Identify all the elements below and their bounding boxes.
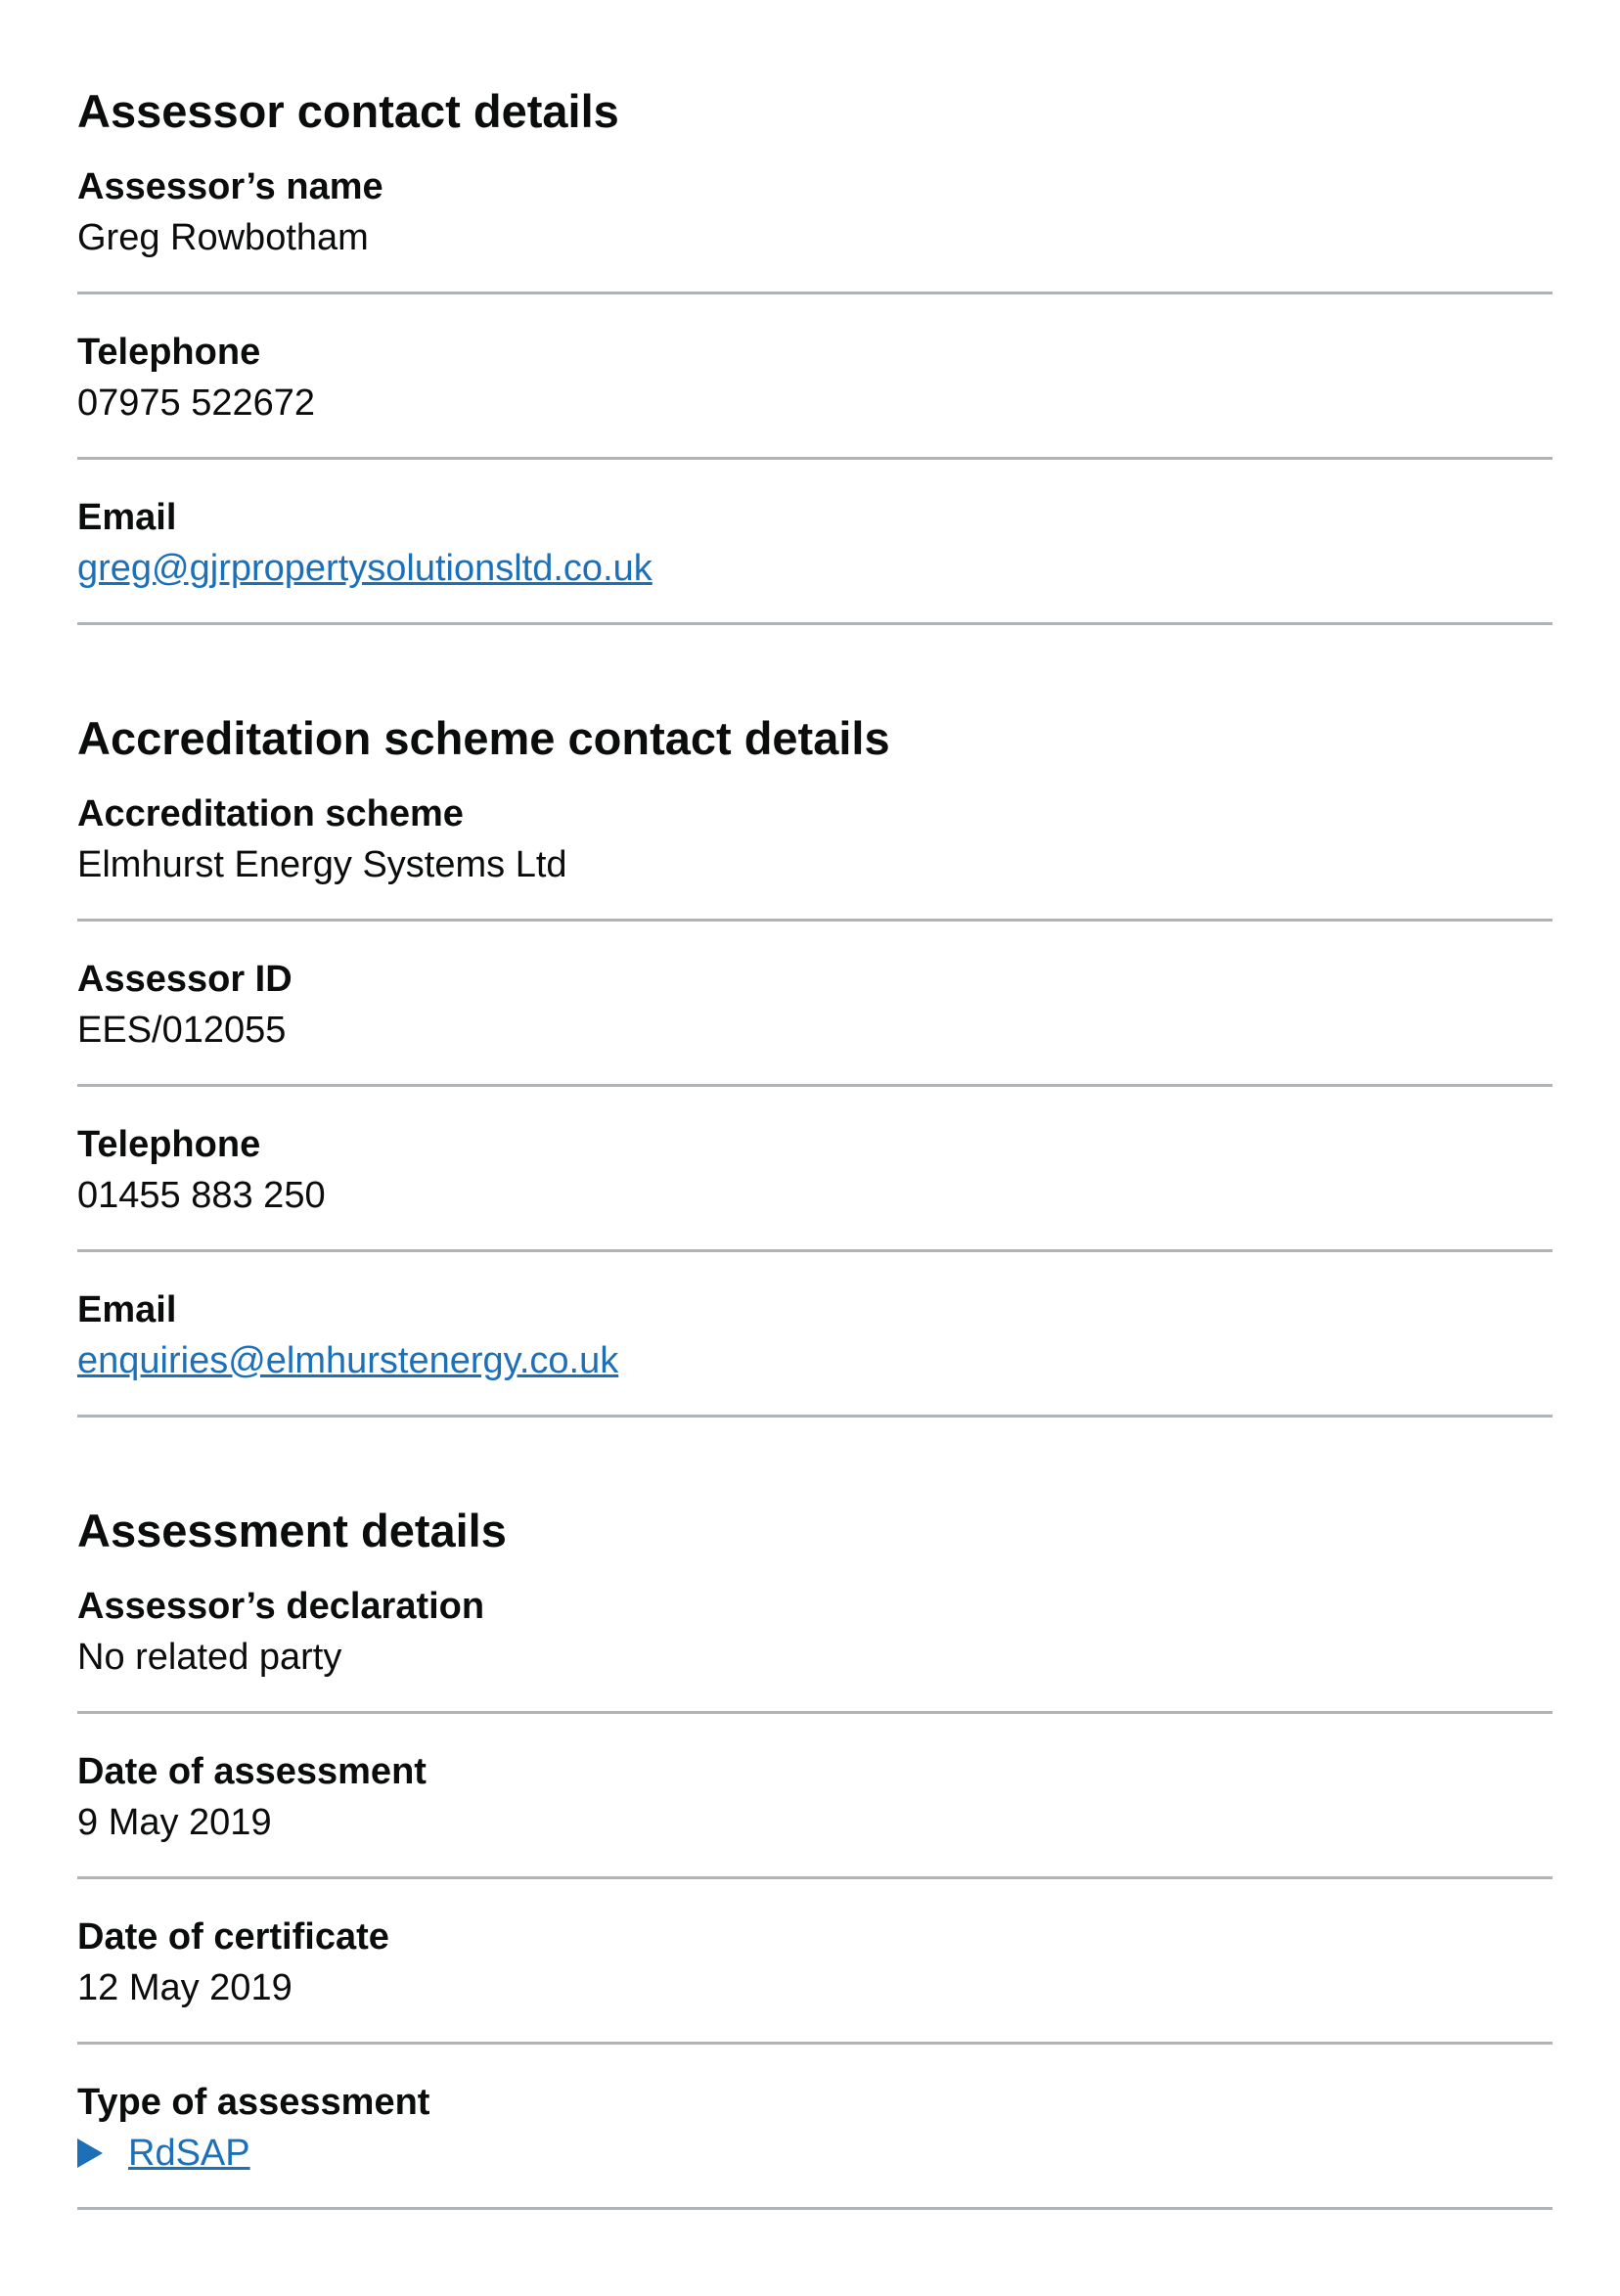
accreditation-email-row bbox=[77, 1287, 1552, 1418]
certificate-date-value: 12 May 2019 bbox=[77, 1967, 292, 2008]
accreditation-scheme-row bbox=[77, 791, 1552, 922]
accreditation-telephone-value: 01455 883 250 bbox=[77, 1175, 326, 1216]
assessment-type-link[interactable]: RdSAP bbox=[128, 2133, 250, 2174]
assessor-email-label: Email bbox=[77, 497, 177, 538]
accreditation-contact-title: Accreditation scheme contact details bbox=[77, 712, 890, 764]
assessor-telephone-label: Telephone bbox=[77, 332, 261, 373]
assessment-type-toggle[interactable] bbox=[77, 2129, 1552, 2178]
page bbox=[77, 84, 1552, 2296]
accreditation-telephone-label: Telephone bbox=[77, 1124, 261, 1165]
declaration-label: Assessor’s declaration bbox=[77, 1586, 485, 1627]
declaration-row bbox=[77, 1584, 1552, 1714]
assessment-date-value: 9 May 2019 bbox=[77, 1802, 272, 1843]
assessment-details-title: Assessment details bbox=[77, 1505, 507, 1556]
assessor-email-row bbox=[77, 495, 1552, 625]
assessor-id-label: Assessor ID bbox=[77, 959, 292, 1000]
assessor-telephone-value: 07975 522672 bbox=[77, 383, 316, 424]
assessor-telephone-row bbox=[77, 330, 1552, 460]
assessment-type-label: Type of assessment bbox=[77, 2082, 430, 2123]
assessor-email-value-wrapper bbox=[77, 544, 1552, 593]
accreditation-contact-section bbox=[77, 711, 1552, 1418]
assessor-contact-title: Assessor contact details bbox=[77, 85, 619, 137]
assessment-date-row bbox=[77, 1749, 1552, 1879]
assessment-date-label: Date of assessment bbox=[77, 1751, 427, 1792]
assessor-id-value: EES/012055 bbox=[77, 1010, 287, 1051]
accreditation-email-label: Email bbox=[77, 1289, 177, 1330]
assessment-type-row bbox=[77, 2080, 1552, 2210]
assessor-name-label: Assessor’s name bbox=[77, 166, 383, 207]
assessor-name-value: Greg Rowbotham bbox=[77, 217, 369, 258]
assessor-email-link[interactable]: greg@gjrpropertysolutionsltd.co.uk bbox=[77, 548, 652, 589]
assessor-contact-section bbox=[77, 84, 1552, 625]
declaration-value: No related party bbox=[77, 1637, 342, 1678]
certificate-date-label: Date of certificate bbox=[77, 1916, 389, 1958]
accreditation-telephone-row bbox=[77, 1122, 1552, 1252]
accreditation-scheme-value: Elmhurst Energy Systems Ltd bbox=[77, 844, 567, 885]
assessor-name-row bbox=[77, 164, 1552, 294]
accreditation-scheme-label: Accreditation scheme bbox=[77, 793, 464, 834]
triangle-right-icon[interactable] bbox=[77, 2138, 103, 2168]
certificate-date-row bbox=[77, 1914, 1552, 2045]
accreditation-email-link[interactable]: enquiries@elmhurstenergy.co.uk bbox=[77, 1340, 619, 1381]
assessment-details-section bbox=[77, 1504, 1552, 2210]
accreditation-email-value-wrapper bbox=[77, 1336, 1552, 1385]
assessor-id-row bbox=[77, 957, 1552, 1087]
